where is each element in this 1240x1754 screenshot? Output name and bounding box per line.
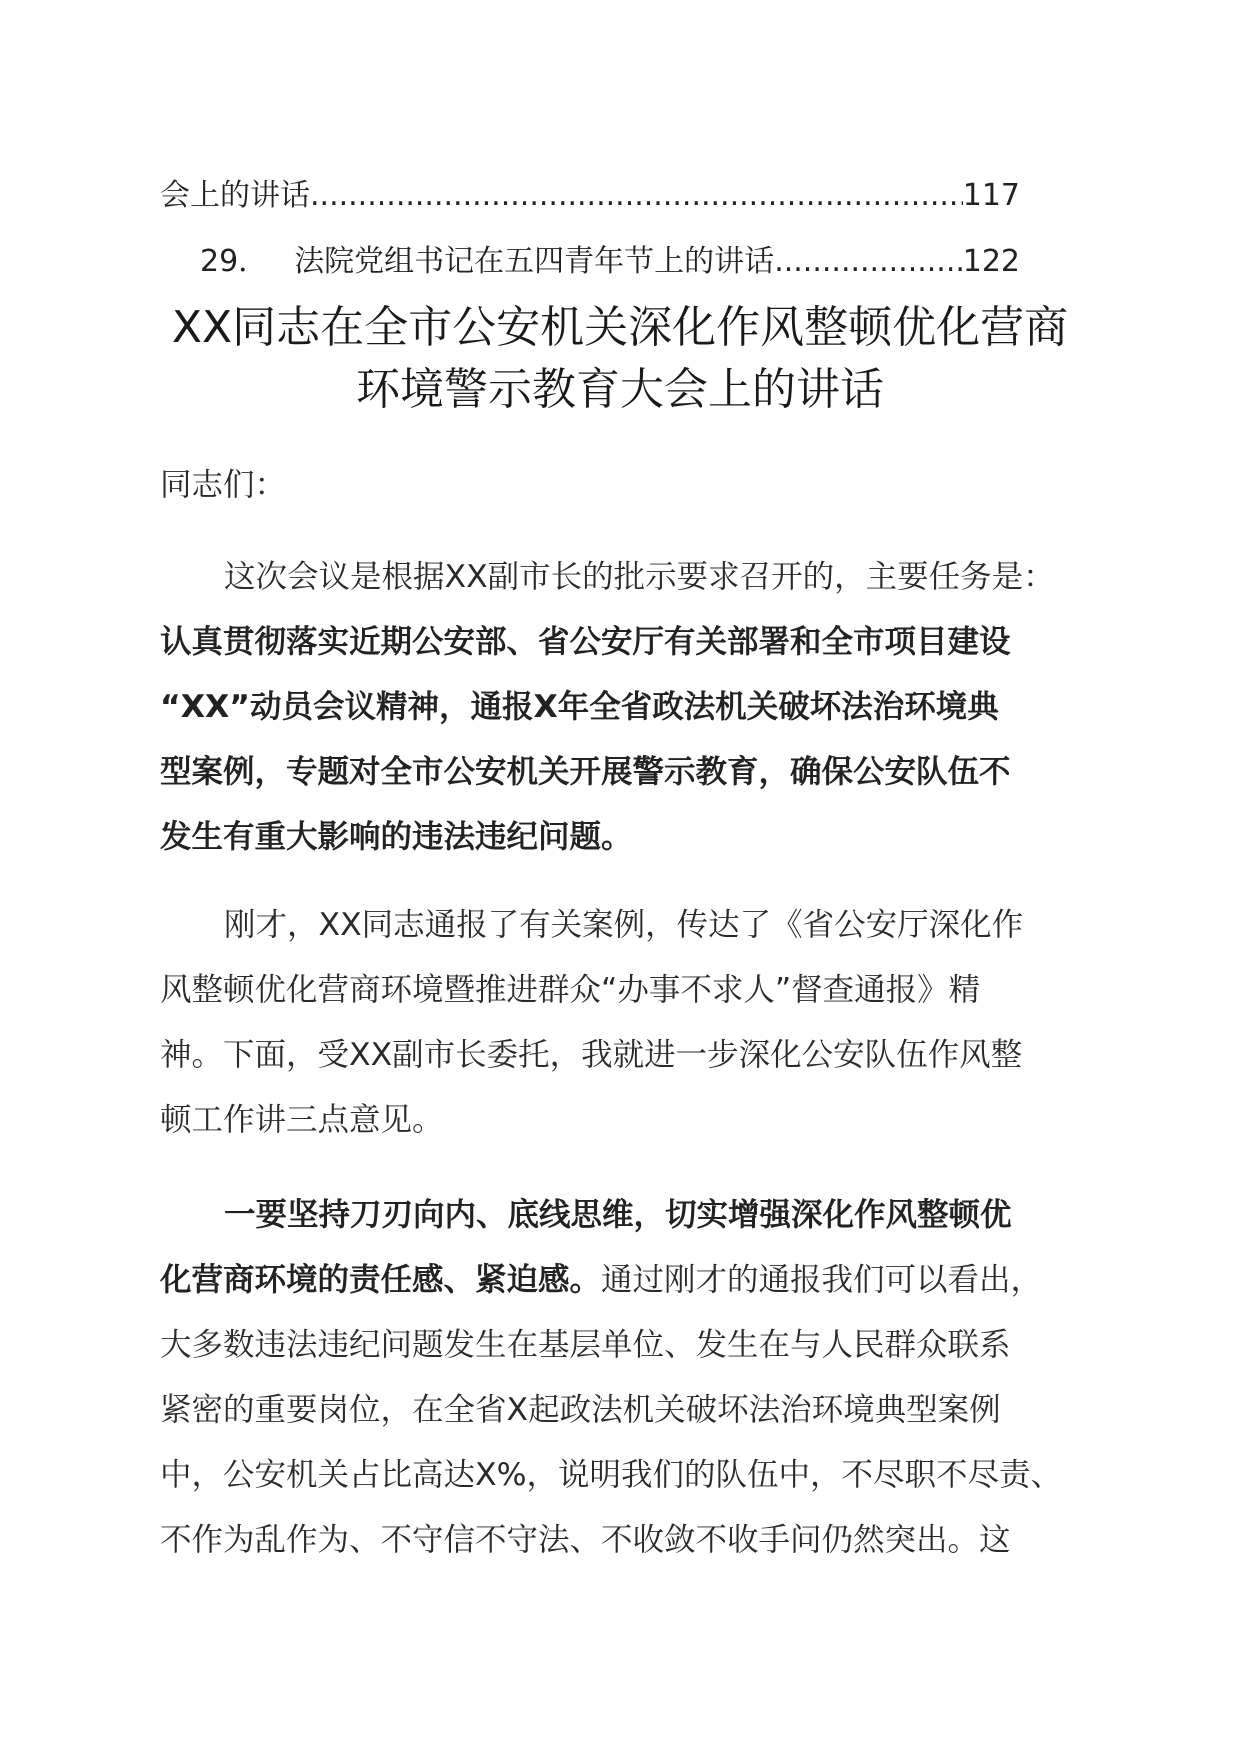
paragraph-line-bold: 发生有重大影响的违法违纪问题。 [160,819,633,855]
paragraph-line: 刚才，XX同志通报了有关案例，传达了《省公安厅深化作 [224,907,1024,943]
document-title-line-2: 环境警示教育大会上的讲话 [356,364,884,415]
paragraph-line-mixed [160,1248,1110,1313]
paragraph-2 [160,893,1110,1153]
paragraph-line-bold: 认真贯彻落实近期公安部、省公安厅有关部署和全市项目建设 [160,624,1011,660]
paragraph-line: 顿工作讲三点意见。 [160,1102,444,1138]
toc-entry-title: 会上的讲话 [160,178,310,213]
salutation: 同志们： [160,467,287,503]
paragraph-line: 风整顿优化营商环境暨推进群众“办事不求人”督查通报》精 [160,972,981,1008]
toc-entry[interactable] [160,176,1020,216]
toc-entry[interactable] [200,242,1020,282]
document-title-line-1: XX同志在全市公安机关深化作风整顿优化营商 [171,302,1069,353]
paragraph-line: 这次会议是根据XX副市长的批示要求召开的，主要任务是： [224,559,1055,595]
paragraph-heading-bold: 化营商环境的责任感、紧迫感。 [160,1262,602,1298]
paragraph-line-bold: 一要坚持刀刃向内、底线思维，切实增强深化作风整顿优 [224,1197,1012,1233]
paragraph-text: 通过刚才的通报我们可以看出， [601,1262,1043,1298]
paragraph-line-bold: 型案例，专题对全市公安机关开展警示教育，确保公安队伍不 [160,754,1011,790]
toc-entry-number: 29． [200,244,269,279]
paragraph-1 [160,545,1110,870]
paragraph-line: 中，公安机关占比高达X%，说明我们的队伍中，不尽职不尽责、 [160,1457,1063,1493]
paragraph-line: 不作为乱作为、不守信不守法、不收敛不收手问仍然突出。这 [160,1522,1011,1558]
paragraph-line-bold: “XX”动员会议精神，通报X年全省政法机关破坏法治环境典 [160,689,999,725]
toc-entry-title: 法院党组书记在五四青年节上的讲话 [294,244,775,279]
paragraph-3 [160,1183,1110,1573]
toc-leader-dots [310,176,963,216]
toc-entry-page: 117 [962,178,1020,213]
paragraph-line: 大多数违法违纪问题发生在基层单位、发生在与人民群众联系 [160,1327,1011,1363]
toc-entry-page: 122 [962,244,1020,279]
paragraph-line: 紧密的重要岗位，在全省X起政法机关破坏法治环境典型案例 [160,1392,1001,1428]
toc-leader-dots [774,242,963,282]
paragraph-line: 神。下面，受XX副市长委托，我就进一步深化公安队伍作风整 [160,1037,1023,1073]
